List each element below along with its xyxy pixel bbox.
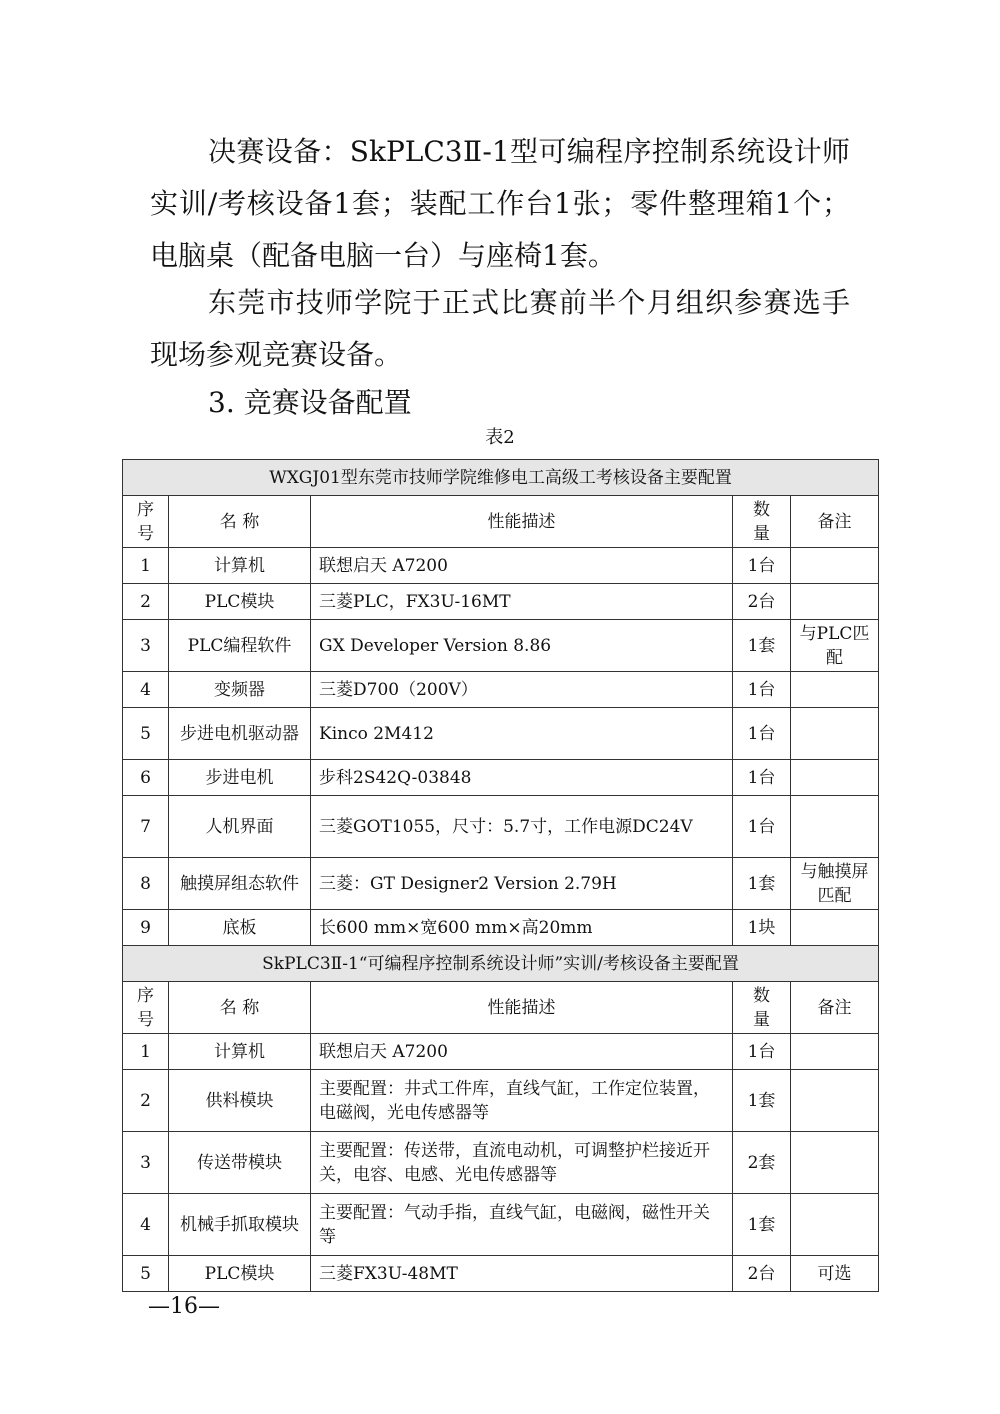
row-seq: 5 [123,708,169,760]
header-desc: 性能描述 [311,496,733,548]
row-seq: 2 [123,1070,169,1132]
header-name: 名 称 [169,982,311,1034]
table-row [123,1132,879,1194]
table-row [123,548,879,584]
table-header-row [123,982,879,1034]
row-desc: 三菱D700（200V） [311,672,733,708]
row-seq: 1 [123,548,169,584]
row-note [791,1194,879,1256]
row-seq: 4 [123,1194,169,1256]
row-desc: 主要配置：传送带，直流电动机，可调整护栏接近开关，电容、电感、光电传感器等 [311,1132,733,1194]
row-name: 人机界面 [169,796,311,858]
row-name: PLC编程软件 [169,620,311,672]
row-name: 传送带模块 [169,1132,311,1194]
table-row [123,1256,879,1292]
row-note: 可选 [791,1256,879,1292]
table-row [123,584,879,620]
row-name: 步进电机 [169,760,311,796]
row-name: 变频器 [169,672,311,708]
table-caption: 表2 [485,427,515,448]
row-seq: 7 [123,796,169,858]
intro-paragraph: 决赛设备：SkPLC3Ⅱ-1型可编程序控制系统设计师实训/考核设备1套；装配工作台1张；零件整理箱1个；电脑桌（配备电脑一台）与座椅1套。 [150,135,850,272]
row-name: 底板 [169,910,311,946]
section-title-row [123,946,879,982]
row-desc: Kinco 2M412 [311,708,733,760]
row-desc: GX Developer Version 8.86 [311,620,733,672]
row-name: 计算机 [169,1034,311,1070]
row-desc: 联想启天 A7200 [311,548,733,584]
header-seq: 序号 [123,982,169,1034]
row-note [791,910,879,946]
visit-paragraph: 东莞市技师学院于正式比赛前半个月组织参赛选手现场参观竞赛设备。 [150,286,850,371]
row-qty: 1台 [733,1034,791,1070]
section-title: WXGJ01型东莞市技师学院维修电工高级工考核设备主要配置 [123,460,879,496]
table-row [123,910,879,946]
row-name: PLC模块 [169,1256,311,1292]
table-row [123,672,879,708]
header-qty: 数量 [733,982,791,1034]
row-seq: 2 [123,584,169,620]
row-seq: 1 [123,1034,169,1070]
row-qty: 1套 [733,1194,791,1256]
row-name: 触摸屏组态软件 [169,858,311,910]
table-row [123,1034,879,1070]
header-desc: 性能描述 [311,982,733,1034]
row-qty: 1套 [733,620,791,672]
row-note: 与PLC匹配 [791,620,879,672]
table-row [123,708,879,760]
section-heading: 3. 竞赛设备配置 [208,386,412,419]
page-number: —16— [148,1294,220,1319]
row-note [791,1034,879,1070]
header-qty: 数量 [733,496,791,548]
row-seq: 3 [123,620,169,672]
section-title-row [123,460,879,496]
row-seq: 8 [123,858,169,910]
row-note [791,796,879,858]
header-name: 名 称 [169,496,311,548]
row-qty: 1套 [733,1070,791,1132]
row-desc: 步科2S42Q-03848 [311,760,733,796]
row-note [791,672,879,708]
row-name: PLC模块 [169,584,311,620]
row-qty: 1套 [733,858,791,910]
row-qty: 2台 [733,584,791,620]
row-qty: 2台 [733,1256,791,1292]
row-note [791,1070,879,1132]
row-seq: 3 [123,1132,169,1194]
row-name: 步进电机驱动器 [169,708,311,760]
row-desc: 联想启天 A7200 [311,1034,733,1070]
row-qty: 1台 [733,672,791,708]
row-qty: 1台 [733,708,791,760]
header-note: 备注 [791,982,879,1034]
row-note [791,548,879,584]
row-desc: 主要配置：气动手指，直线气缸，电磁阀，磁性开关等 [311,1194,733,1256]
row-note [791,1132,879,1194]
row-desc: 三菱PLC，FX3U-16MT [311,584,733,620]
table-row [123,620,879,672]
row-qty: 2套 [733,1132,791,1194]
row-note [791,760,879,796]
table-row [123,858,879,910]
row-qty: 1块 [733,910,791,946]
row-seq: 4 [123,672,169,708]
section-title: SkPLC3Ⅱ-1“可编程序控制系统设计师”实训/考核设备主要配置 [123,946,879,982]
row-qty: 1台 [733,796,791,858]
row-desc: 三菱：GT Designer2 Version 2.79H [311,858,733,910]
equipment-table [122,459,879,1292]
table-row [123,760,879,796]
row-note [791,708,879,760]
table-header-row [123,496,879,548]
table-row [123,1194,879,1256]
row-name: 供料模块 [169,1070,311,1132]
table-row [123,796,879,858]
row-desc: 长600 mm×宽600 mm×高20mm [311,910,733,946]
row-note: 与触摸屏匹配 [791,858,879,910]
table-row [123,1070,879,1132]
row-seq: 6 [123,760,169,796]
row-note [791,584,879,620]
header-seq: 序号 [123,496,169,548]
row-seq: 5 [123,1256,169,1292]
header-note: 备注 [791,496,879,548]
row-desc: 三菱GOT1055，尺寸：5.7寸，工作电源DC24V [311,796,733,858]
row-qty: 1台 [733,548,791,584]
row-seq: 9 [123,910,169,946]
row-qty: 1台 [733,760,791,796]
row-desc: 主要配置：井式工件库，直线气缸，工作定位装置，电磁阀，光电传感器等 [311,1070,733,1132]
row-desc: 三菱FX3U-48MT [311,1256,733,1292]
row-name: 机械手抓取模块 [169,1194,311,1256]
row-name: 计算机 [169,548,311,584]
